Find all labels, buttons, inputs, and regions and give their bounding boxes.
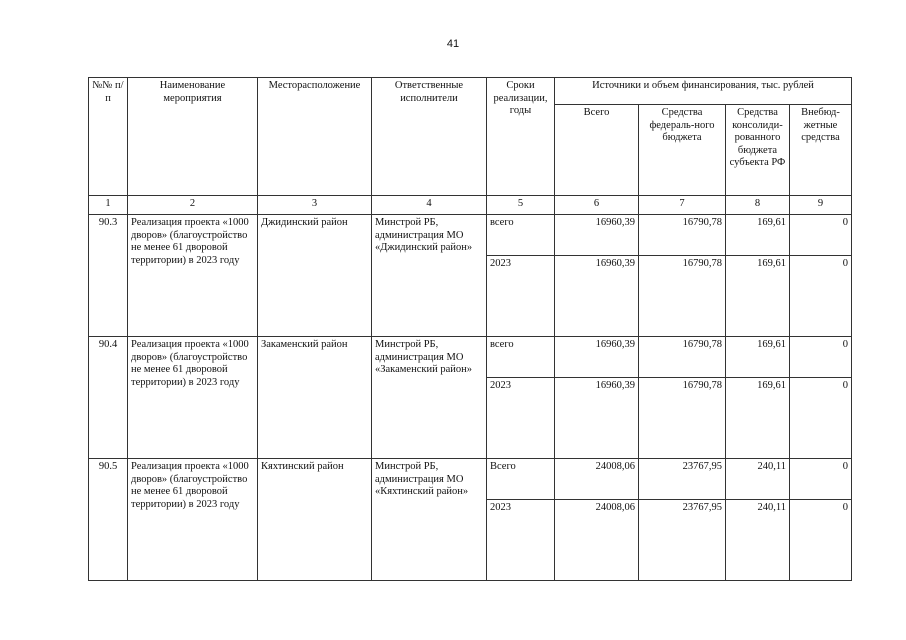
row-federal: 16790,78 — [639, 378, 726, 459]
header-responsible: Ответственные исполнители — [372, 78, 487, 196]
header-federal: Средства федераль-ного бюджета — [639, 105, 726, 196]
table-row — [89, 215, 852, 256]
row-total: 24008,06 — [555, 459, 639, 500]
table-row — [89, 337, 852, 378]
row-responsible: Минстрой РБ, администрация МО «Кяхтинский район» — [372, 459, 487, 581]
row-total: 16960,39 — [555, 378, 639, 459]
page-number: 41 — [446, 38, 460, 50]
row-total: 16960,39 — [555, 215, 639, 256]
row-extra: 0 — [790, 337, 852, 378]
table-row — [89, 459, 852, 500]
row-federal: 16790,78 — [639, 215, 726, 256]
column-number: 2 — [128, 196, 258, 215]
column-number: 4 — [372, 196, 487, 215]
header-total: Всего — [555, 105, 639, 196]
column-number: 6 — [555, 196, 639, 215]
row-responsible: Минстрой РБ, администрация МО «Закаменский район» — [372, 337, 487, 459]
row-period: всего — [487, 337, 555, 378]
row-total: 16960,39 — [555, 256, 639, 337]
header-period: Сроки реализации, годы — [487, 78, 555, 196]
row-name: Реализация проекта «1000 дворов» (благоустройство не менее 61 дворовой территории) в 2023 году — [128, 215, 258, 337]
financing-table — [88, 77, 852, 581]
column-number: 7 — [639, 196, 726, 215]
row-period: всего — [487, 215, 555, 256]
column-number: 1 — [89, 196, 128, 215]
header-name: Наименование мероприятия — [128, 78, 258, 196]
column-number: 9 — [790, 196, 852, 215]
row-extra: 0 — [790, 378, 852, 459]
row-period: Всего — [487, 459, 555, 500]
header-num: №№ п/п — [89, 78, 128, 196]
row-period: 2023 — [487, 500, 555, 581]
row-federal: 23767,95 — [639, 459, 726, 500]
row-federal: 16790,78 — [639, 256, 726, 337]
row-extra: 0 — [790, 500, 852, 581]
row-extra: 0 — [790, 459, 852, 500]
row-name: Реализация проекта «1000 дворов» (благоустройство не менее 61 дворовой территории) в 2023 году — [128, 459, 258, 581]
row-total: 16960,39 — [555, 337, 639, 378]
row-federal: 23767,95 — [639, 500, 726, 581]
header-extra: Внебюд-жетные средства — [790, 105, 852, 196]
header-location: Месторасположение — [258, 78, 372, 196]
row-consolidated: 169,61 — [726, 378, 790, 459]
row-location: Закаменский район — [258, 337, 372, 459]
row-total: 24008,06 — [555, 500, 639, 581]
row-period: 2023 — [487, 256, 555, 337]
row-location: Кяхтинский район — [258, 459, 372, 581]
row-location: Джидинский район — [258, 215, 372, 337]
row-responsible: Минстрой РБ, администрация МО «Джидинский район» — [372, 215, 487, 337]
row-extra: 0 — [790, 256, 852, 337]
column-number-row — [89, 196, 852, 215]
row-consolidated: 240,11 — [726, 459, 790, 500]
row-period: 2023 — [487, 378, 555, 459]
row-num: 90.3 — [89, 215, 128, 337]
row-federal: 16790,78 — [639, 337, 726, 378]
row-extra: 0 — [790, 215, 852, 256]
row-consolidated: 240,11 — [726, 500, 790, 581]
row-consolidated: 169,61 — [726, 215, 790, 256]
column-number: 3 — [258, 196, 372, 215]
row-name: Реализация проекта «1000 дворов» (благоустройство не менее 61 дворовой территории) в 2023 году — [128, 337, 258, 459]
column-number: 8 — [726, 196, 790, 215]
row-consolidated: 169,61 — [726, 337, 790, 378]
header-consolidated: Средства консолиди-рованного бюджета субъекта РФ — [726, 105, 790, 196]
column-number: 5 — [487, 196, 555, 215]
header-sources-group: Источники и объем финансирования, тыс. рублей — [555, 78, 852, 105]
row-num: 90.5 — [89, 459, 128, 581]
row-num: 90.4 — [89, 337, 128, 459]
row-consolidated: 169,61 — [726, 256, 790, 337]
